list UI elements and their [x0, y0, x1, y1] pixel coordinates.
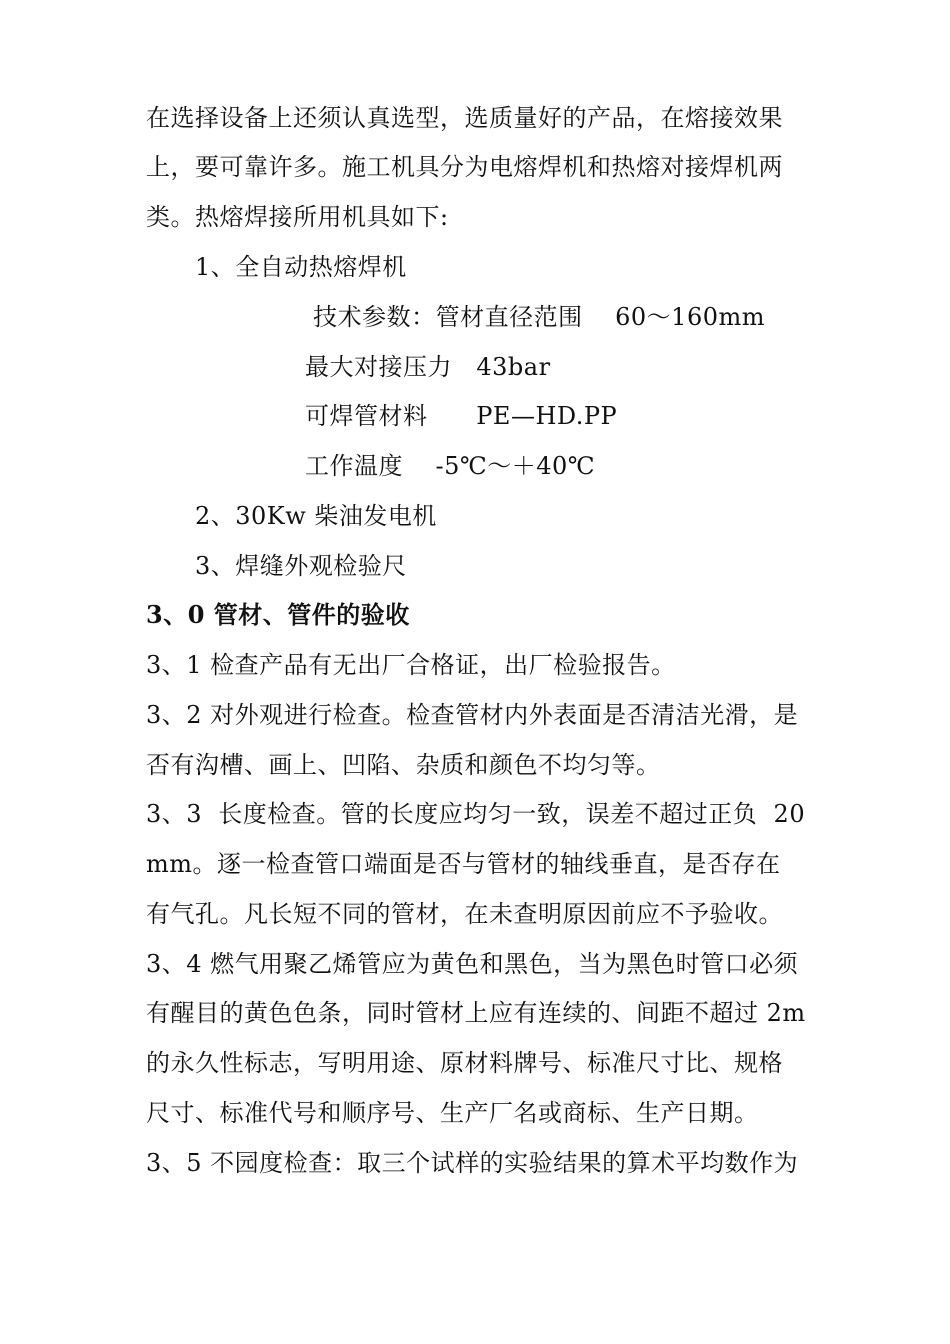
spec-max-pressure: 最大对接压力 43bar — [305, 353, 551, 381]
spec-working-temperature: 工作温度 -5℃～＋40℃ — [305, 452, 596, 480]
spec-pipe-diameter: 技术参数：管材直径范围 60～160mm — [305, 303, 766, 331]
paragraph-line: 类。热熔焊接所用机具如下: — [146, 203, 449, 231]
paragraph-line: 尺寸、标准代号和顺序号、生产厂名或商标、生产日期。 — [146, 1099, 759, 1127]
equipment-item-2: 2、30Kw 柴油发电机 — [195, 502, 437, 530]
paragraph-line: 3、4 燃气用聚乙烯管应为黄色和黑色，当为黑色时管口必须 — [146, 950, 799, 978]
spec-weldable-material: 可焊管材料 PE—HD.PP — [305, 402, 618, 430]
paragraph-line: 3、2 对外观进行检查。检查管材内外表面是否清洁光滑，是 — [146, 701, 799, 729]
paragraph-line: 3、5 不园度检查：取三个试样的实验结果的算术平均数作为 — [146, 1149, 799, 1177]
equipment-item-3: 3、焊缝外观检验尺 — [195, 552, 407, 580]
paragraph-line: 否有沟槽、画上、凹陷、杂质和颜色不均匀等。 — [146, 751, 661, 779]
paragraph-line: 3、1 检查产品有无出厂合格证，出厂检验报告。 — [146, 651, 676, 679]
paragraph-line: 3、3 长度检查。管的长度应均匀一致，误差不超过正负 20 — [146, 800, 806, 828]
paragraph-line: 上，要可靠许多。施工机具分为电熔焊机和热熔对接焊机两 — [146, 153, 783, 181]
paragraph-line: mm。逐一检查管口端面是否与管材的轴线垂直，是否存在 — [146, 850, 781, 878]
paragraph-line: 有醒目的黄色色条，同时管材上应有连续的、间距不超过 2m — [146, 999, 806, 1027]
equipment-item-1: 1、全自动热熔焊机 — [195, 253, 407, 281]
paragraph-line: 的永久性标志，写明用途、原材料牌号、标准尺寸比、规格 — [146, 1049, 783, 1077]
paragraph-line: 在选择设备上还须认真选型，选质量好的产品，在熔接效果 — [146, 104, 783, 132]
paragraph-line: 有气孔。凡长短不同的管材，在未查明原因前应不予验收。 — [146, 900, 783, 928]
section-heading: 3、0 管材、管件的验收 — [146, 600, 410, 629]
